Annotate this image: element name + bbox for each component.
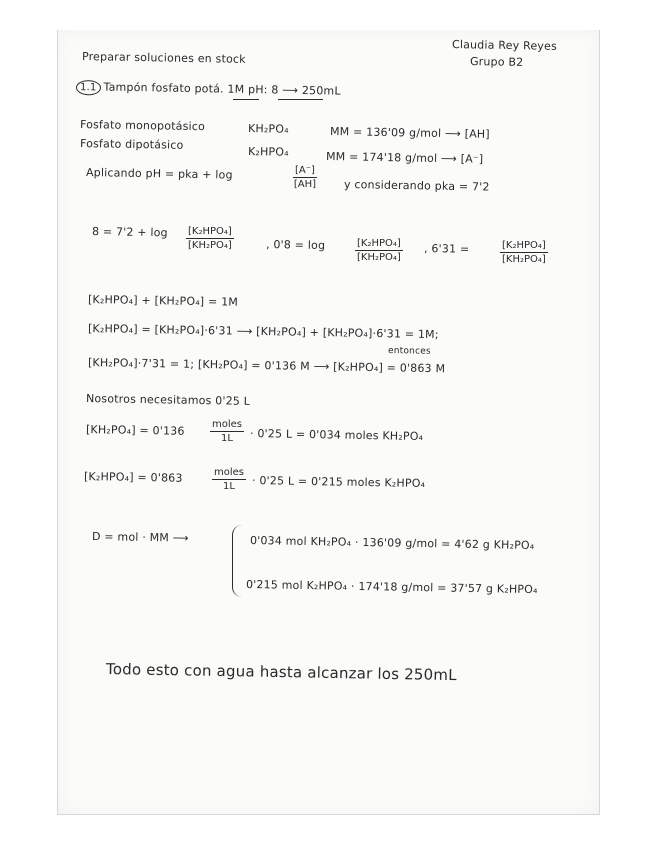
derivation-line-1: [K₂HPO₄] + [KH₂PO₄] = 1M: [87, 293, 239, 309]
author-name: Claudia Rey Reyes: [451, 38, 558, 53]
compound-formula-2: K₂HPO₄: [247, 145, 289, 159]
entonces-note: entonces: [387, 346, 431, 357]
henderson-suffix: y considerando pka = 7'2: [343, 178, 490, 194]
moles-fraction-2: [212, 467, 246, 492]
compound-mm-2: MM = 174'18 g/mol ⟶ [A⁻]: [325, 150, 484, 166]
derivation-line-3: [KH₂PO₄]·7'31 = 1; [KH₂PO₄] = 0'136 M ⟶ [K₂HPO₄] = 0'863 M: [87, 356, 446, 376]
fraction-numerator: [K₂HPO₄]: [357, 238, 401, 249]
eq1-fraction-a: [186, 226, 234, 251]
fraction-denominator: [AH]: [293, 179, 317, 190]
footer-note: Todo esto con agua hasta alcanzar los 250mL: [105, 660, 457, 685]
eq1-part-b: , 0'8 = log: [265, 238, 326, 253]
fraction-denominator: [KH₂PO₄]: [188, 240, 232, 251]
underline-ph: [278, 99, 323, 100]
eq1-fraction-b: [355, 238, 403, 263]
compound-name-2: Fosfato dipotásico: [79, 137, 184, 152]
mass-formula: D = mol · MM ⟶: [91, 530, 189, 545]
fraction-denominator: [KH₂PO₄]: [502, 254, 546, 265]
fraction-numerator: [A⁻]: [295, 165, 315, 176]
compound-name-1: Fosfato monopotásico: [79, 118, 206, 134]
fraction-denominator: 1L: [221, 433, 233, 444]
henderson-fraction: [293, 165, 317, 190]
mass-row-1: 0'034 mol KH₂PO₄ · 136'09 g/mol = 4'62 g KH₂PO₄: [249, 534, 535, 552]
derivation-line-2: [K₂HPO₄] = [KH₂PO₄]·6'31 ⟶ [KH₂PO₄] + [KH₂PO₄]·6'31 = 1M;: [87, 322, 439, 342]
section-number: 1.1: [76, 80, 101, 95]
fraction-numerator: [K₂HPO₄]: [188, 226, 232, 237]
section-title: Tampón fosfato potá. 1M pH: 8 ⟶ 250mL: [103, 80, 341, 98]
henderson-prefix: Aplicando pH = pka + log: [85, 166, 233, 182]
mass-row-2: 0'215 mol K₂HPO₄ · 174'18 g/mol = 37'57 g K₂HPO₄: [245, 578, 538, 597]
fraction-numerator: moles: [214, 467, 244, 478]
fraction-numerator: [K₂HPO₄]: [502, 240, 546, 251]
moles-line-1-post: · 0'25 L = 0'034 moles KH₂PO₄: [249, 427, 424, 444]
eq1-part-a: 8 = 7'2 + log: [91, 225, 168, 240]
compound-mm-1: MM = 136'09 g/mol ⟶ [AH]: [329, 125, 490, 141]
moles-line-1-pre: [KH₂PO₄] = 0'136: [85, 423, 185, 438]
underline-1m: [233, 99, 259, 100]
moles-line-2-pre: [K₂HPO₄] = 0'863: [83, 470, 183, 485]
moles-line-2-post: · 0'25 L = 0'215 moles K₂HPO₄: [251, 474, 426, 491]
derivation-line-4: Nosotros necesitamos 0'25 L: [85, 392, 251, 408]
group-label: Grupo B2: [469, 55, 524, 69]
eq1-part-c: , 6'31 =: [423, 242, 470, 256]
page-title: Preparar soluciones en stock: [81, 50, 246, 66]
fraction-denominator: [KH₂PO₄]: [357, 252, 401, 263]
fraction-numerator: moles: [212, 419, 242, 430]
eq1-fraction-c: [500, 240, 548, 265]
brace-icon: [232, 525, 243, 597]
compound-formula-1: KH₂PO₄: [247, 122, 289, 136]
fraction-denominator: 1L: [223, 481, 235, 492]
moles-fraction-1: [210, 419, 244, 444]
